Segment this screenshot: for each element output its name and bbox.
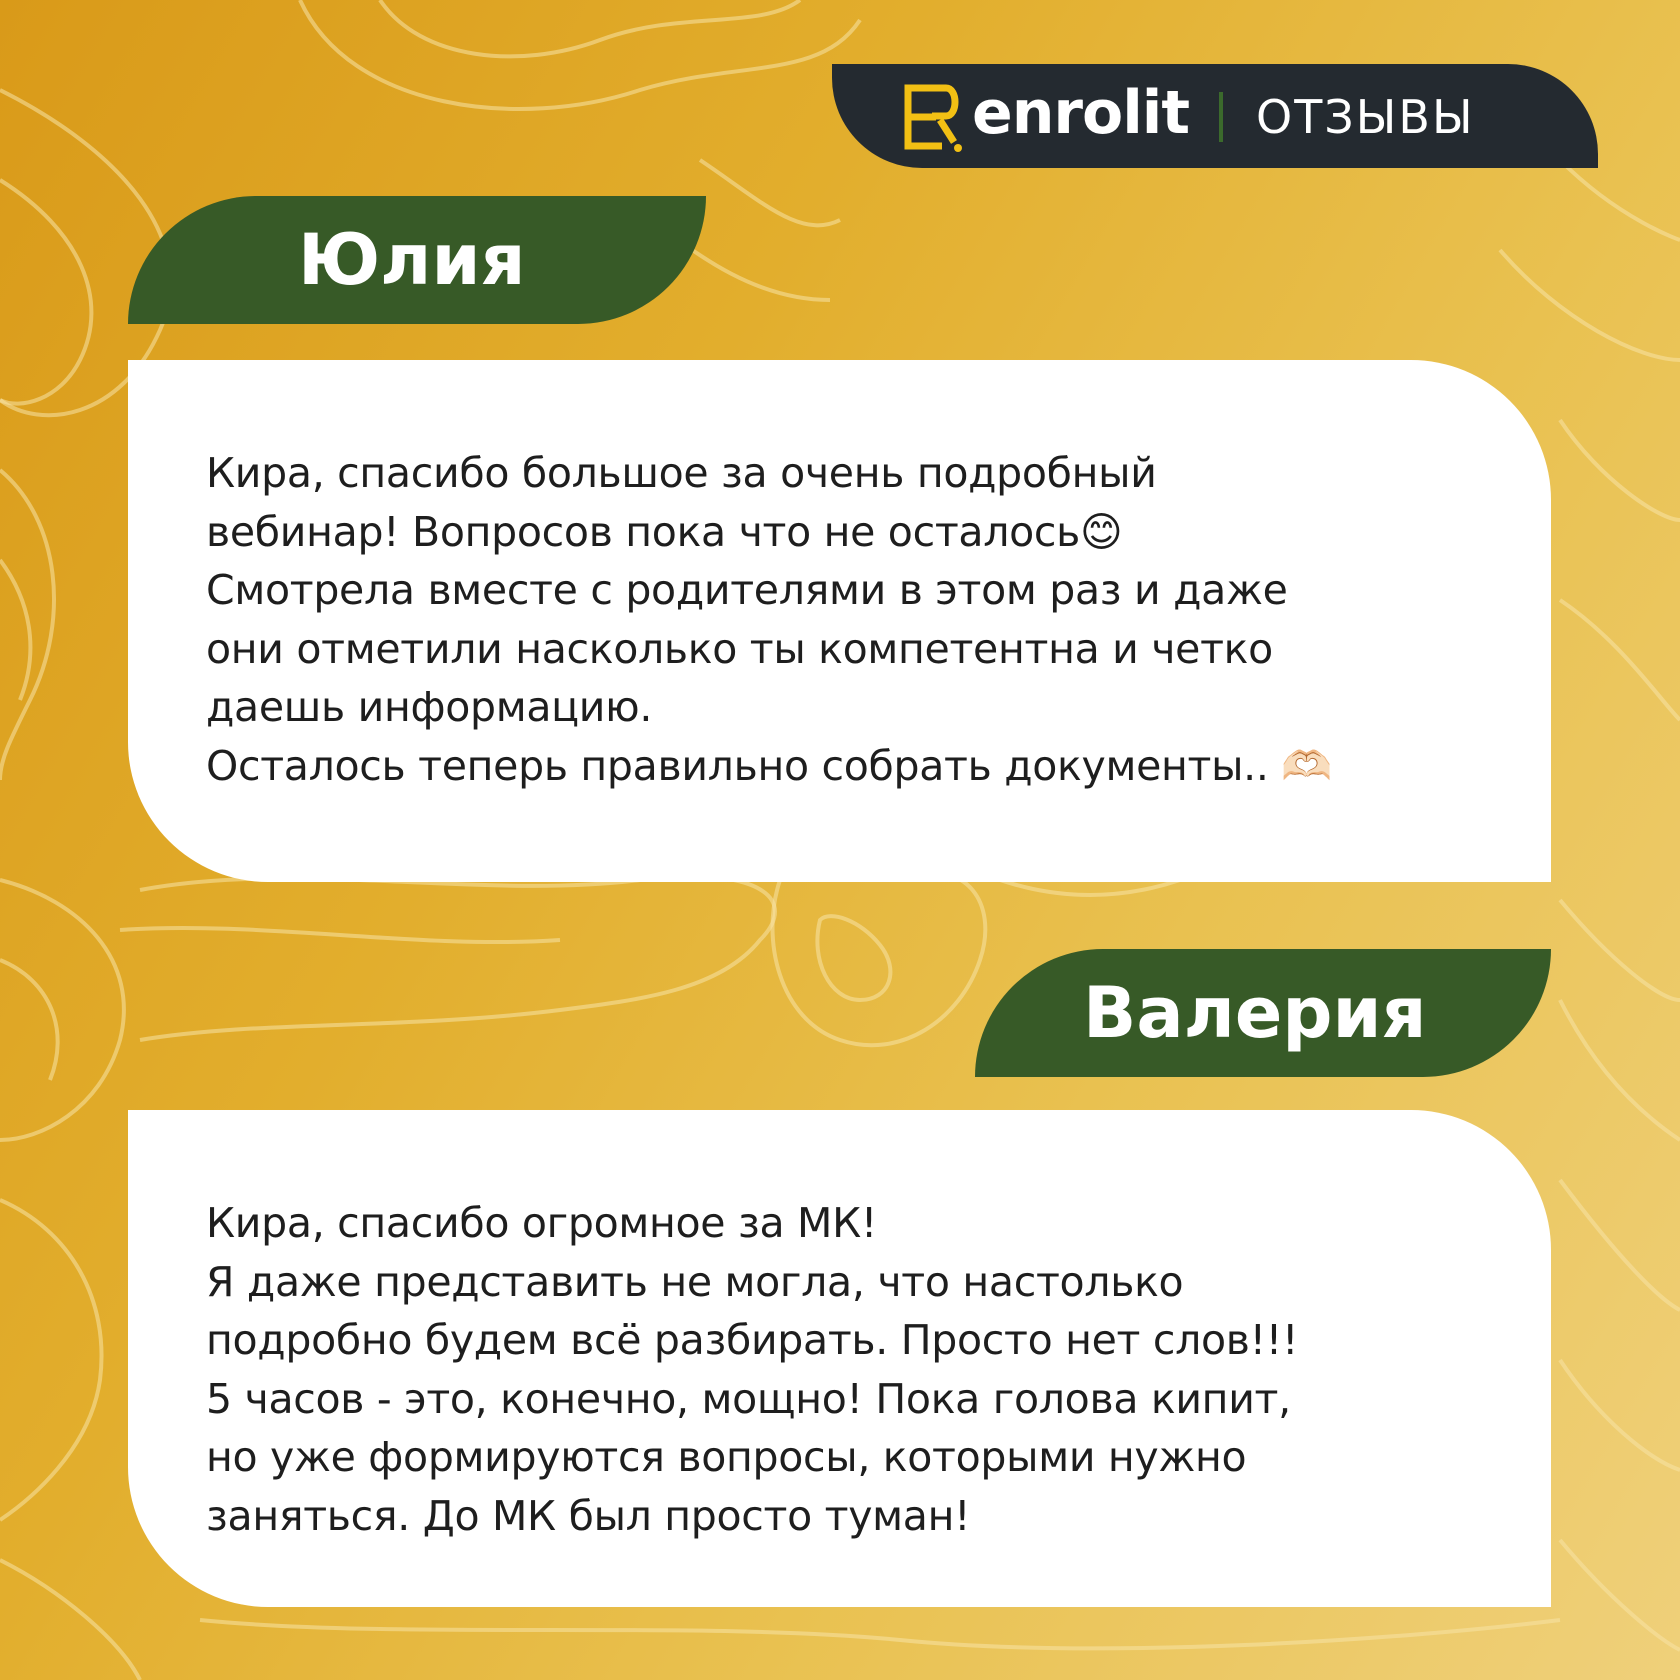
review-card	[128, 360, 1551, 882]
er-monogram-icon	[902, 82, 964, 154]
reviewer-name-tag	[975, 949, 1551, 1077]
header-bar	[832, 64, 1598, 168]
header-divider	[1219, 92, 1223, 142]
reviewer-name: Юлия	[298, 219, 526, 301]
brand-name: enrolit	[972, 78, 1190, 148]
reviewer-name-tag	[128, 196, 706, 324]
review-text: Кира, спасибо огромное за МК! Я даже представить не могла, что настолько подробно будем всё разбирать. Просто нет слов!!! 5 часов - это, конечно, мощно! Пока голова кипит, но уже формируются вопросы, которыми нужно заняться. До МК был просто туман!	[206, 1199, 1299, 1540]
section-title: ОТЗЫВЫ	[1256, 90, 1475, 144]
reviewer-name: Валерия	[1083, 972, 1427, 1054]
review-card	[128, 1110, 1551, 1607]
review-text: Кира, спасибо большое за очень подробный вебинар! Вопросов пока что не осталось😊 Смотрела вместе с родителями в этом раз и даже они отметили насколько ты компетентна и четко даешь информацию. Осталось теперь правильно собрать документы.. 🫶🏻	[206, 449, 1333, 790]
